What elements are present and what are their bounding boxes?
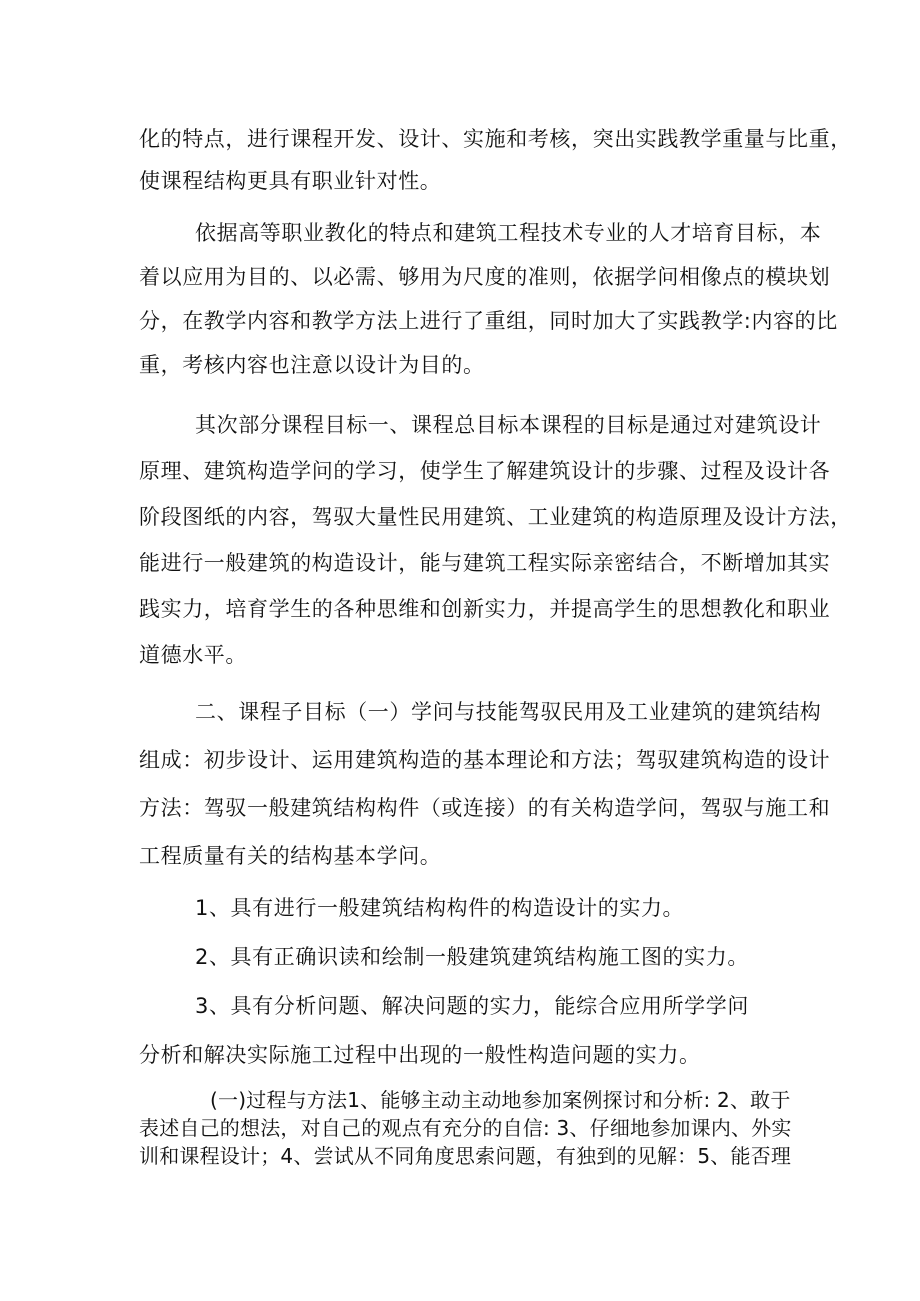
text-line: 化的特点，进行课程开发、设计、实施和考核，突出实践教学重量与比重， [139,127,852,151]
text-line: 表述自己的想法，对自己的观点有充分的自信: 3、仔细地参加课内、外实 [139,1116,792,1140]
list-item: 3、具有分析问题、解决问题的实力，能综合应用所学学问 [195,994,749,1018]
paragraph-start: 二、课程子目标（一）学问与技能驾驭民用及工业建筑的建筑结构 [195,700,822,724]
text-line: 重，考核内容也注意以设计为目的。 [139,353,485,377]
text-line: 组成：初步设计、运用建筑构造的基本理论和方法；驾驭建筑构造的设计 [139,748,831,772]
text-line: 着以应用为目的、以必需、够用为尺度的准则，依据学问相像点的模块划 [139,265,831,289]
text-line: 工程质量有关的结构基本学问。 [139,844,442,868]
paragraph-start: 依据高等职业教化的特点和建筑工程技术专业的人才培育目标，本 [195,221,822,245]
list-item: 1、具有进行一般建筑结构构件的构造设计的实力。 [195,896,685,920]
list-item: 2、具有正确识读和绘制一般建筑建筑结构施工图的实力。 [195,945,749,969]
text-line: 道德水平。 [139,643,247,667]
text-line: 使课程结构更具有职业针对性。 [139,169,442,193]
text-line: 践实力，培育学生的各种思维和创新实力，并提高学生的思想教化和职业 [139,597,831,621]
paragraph-start: (一)过程与方法1、能够主动主动地参加案例探讨和分析: 2、敢于 [210,1088,791,1112]
text-line: 分，在教学内容和教学方法上进行了重组，同时加大了实践教学:内容的比 [139,309,838,333]
text-line: 阶段图纸的内容，驾驭大量性民用建筑、工业建筑的构造原理及设计方法， [139,505,852,529]
text-line: 能进行一般建筑的构造设计，能与建筑工程实际亲密结合，不断增加其实 [139,551,831,575]
text-line: 分析和解决实际施工过程中出现的一般性构造问题的实力。 [139,1043,701,1067]
text-line: 原理、建筑构造学问的学习，使学生了解建筑设计的步骤、过程及设计各 [139,459,831,483]
paragraph-start: 其次部分课程目标一、课程总目标本课程的目标是通过对建筑设计 [195,413,822,437]
text-line: 方法：驾驭一般建筑结构构件（或连接）的有关构造学问，驾驭与施工和 [139,796,831,820]
text-line: 训和课程设计；4、尝试从不同角度思索问题，有独到的见解：5、能否理 [139,1144,792,1168]
